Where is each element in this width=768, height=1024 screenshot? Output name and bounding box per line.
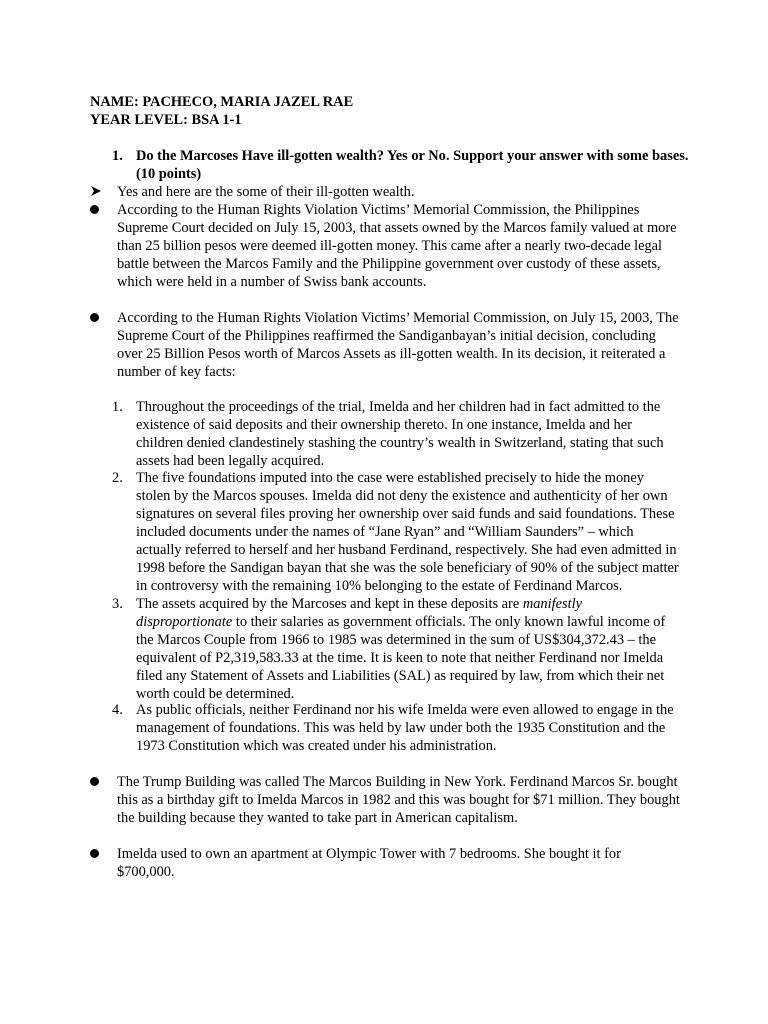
question-number: 1. xyxy=(112,148,123,164)
key-fact-number: 2. xyxy=(112,470,123,486)
key-fact-text: Throughout the proceedings of the trial, Imelda and her children had in fact admitted to the existence of said deposits and their ownership thereto. In one instance, Imelda and her children denied clandestinely stashing the country’s wealth in Switzerland, stating that such assets had been legally acquired. xyxy=(136,399,664,469)
filled-circle-bullet-icon xyxy=(90,845,110,863)
bullet-text: According to the Human Rights Violation Victims’ Memorial Commission, on July 15, 2003, The Supreme Court of the Philippines reaffirmed the Sandiganbayan’s initial decision, concluding over 25 Billion Pesos worth of Marcos Assets as ill-gotten wealth. In its decision, it reiterated a number of key facts: xyxy=(117,310,679,380)
key-fact-text: The assets acquired by the Marcoses and kept in these deposits are manifestly disproportionate to their salaries as government officials. The only known lawful income of the Marcos Couple from 1966 to 1985 was determined in the sum of US$304,372.43 – the equivalent of P2,319,583.33 at the time. It is keen to note that neither Ferdinand nor Imelda filed any Statement of Assets and Liabilities (SAL) as required by law, from which their net worth could be determined. xyxy=(136,596,666,702)
italic-phrase: manifestly disproportionate xyxy=(136,596,582,630)
bullet-text: Imelda used to own an apartment at Olympic Tower with 7 bedrooms. She bought it for $700,000. xyxy=(117,846,621,880)
arrowhead-bullet-icon xyxy=(90,183,110,202)
student-name: NAME: PACHECO, MARIA JAZEL RAE xyxy=(90,94,354,110)
key-fact-number: 3. xyxy=(112,596,123,612)
key-fact-number: 4. xyxy=(112,702,123,718)
question-text: Do the Marcoses Have ill-gotten wealth? Yes or No. Support your answer with some bases. (10 points) xyxy=(136,148,689,182)
key-fact-number: 1. xyxy=(112,399,123,415)
filled-circle-bullet-icon xyxy=(90,309,110,327)
bullet-text: According to the Human Rights Violation Victims’ Memorial Commission, the Philippines Supreme Court decided on July 15, 2003, that assets owned by the Marcos family valued at more than 25 billion pesos were deemed ill-gotten money. This came after a nearly two-decade legal battle between the Marcos Family and the Philippine government over custody of these assets, which were held in a number of Swiss bank accounts. xyxy=(117,202,677,290)
filled-circle-bullet-icon xyxy=(90,201,110,219)
bullet-text: The Trump Building was called The Marcos Building in New York. Ferdinand Marcos Sr. bought this as a birthday gift to Imelda Marcos in 1982 and this was bought for $71 million. They bought the building because they wanted to take part in American capitalism. xyxy=(117,774,680,826)
year-level: YEAR LEVEL: BSA 1-1 xyxy=(90,112,242,128)
answer-intro-text: Yes and here are the some of their ill-gotten wealth. xyxy=(117,184,415,200)
filled-circle-bullet-icon xyxy=(90,773,110,791)
key-fact-text: As public officials, neither Ferdinand nor his wife Imelda were even allowed to engage in the management of foundations. This was held by law under both the 1935 Constitution and the 1973 Constitution which was created under his administration. xyxy=(136,702,674,754)
key-fact-text: The five foundations imputed into the case were established precisely to hide the money stolen by the Marcos spouses. Imelda did not deny the existence and authenticity of her own signatures on several files proving her ownership over said funds and said foundations. These included documents under the names of “Jane Ryan” and “William Saunders” – which actually referred to herself and her husband Ferdinand, respectively. She had even admitted in 1998 before the Sandigan bayan that she was the sole beneficiary of 90% of the subject matter in controversy with the remaining 10% belonging to the estate of Ferdinand Marcos. xyxy=(136,470,679,594)
